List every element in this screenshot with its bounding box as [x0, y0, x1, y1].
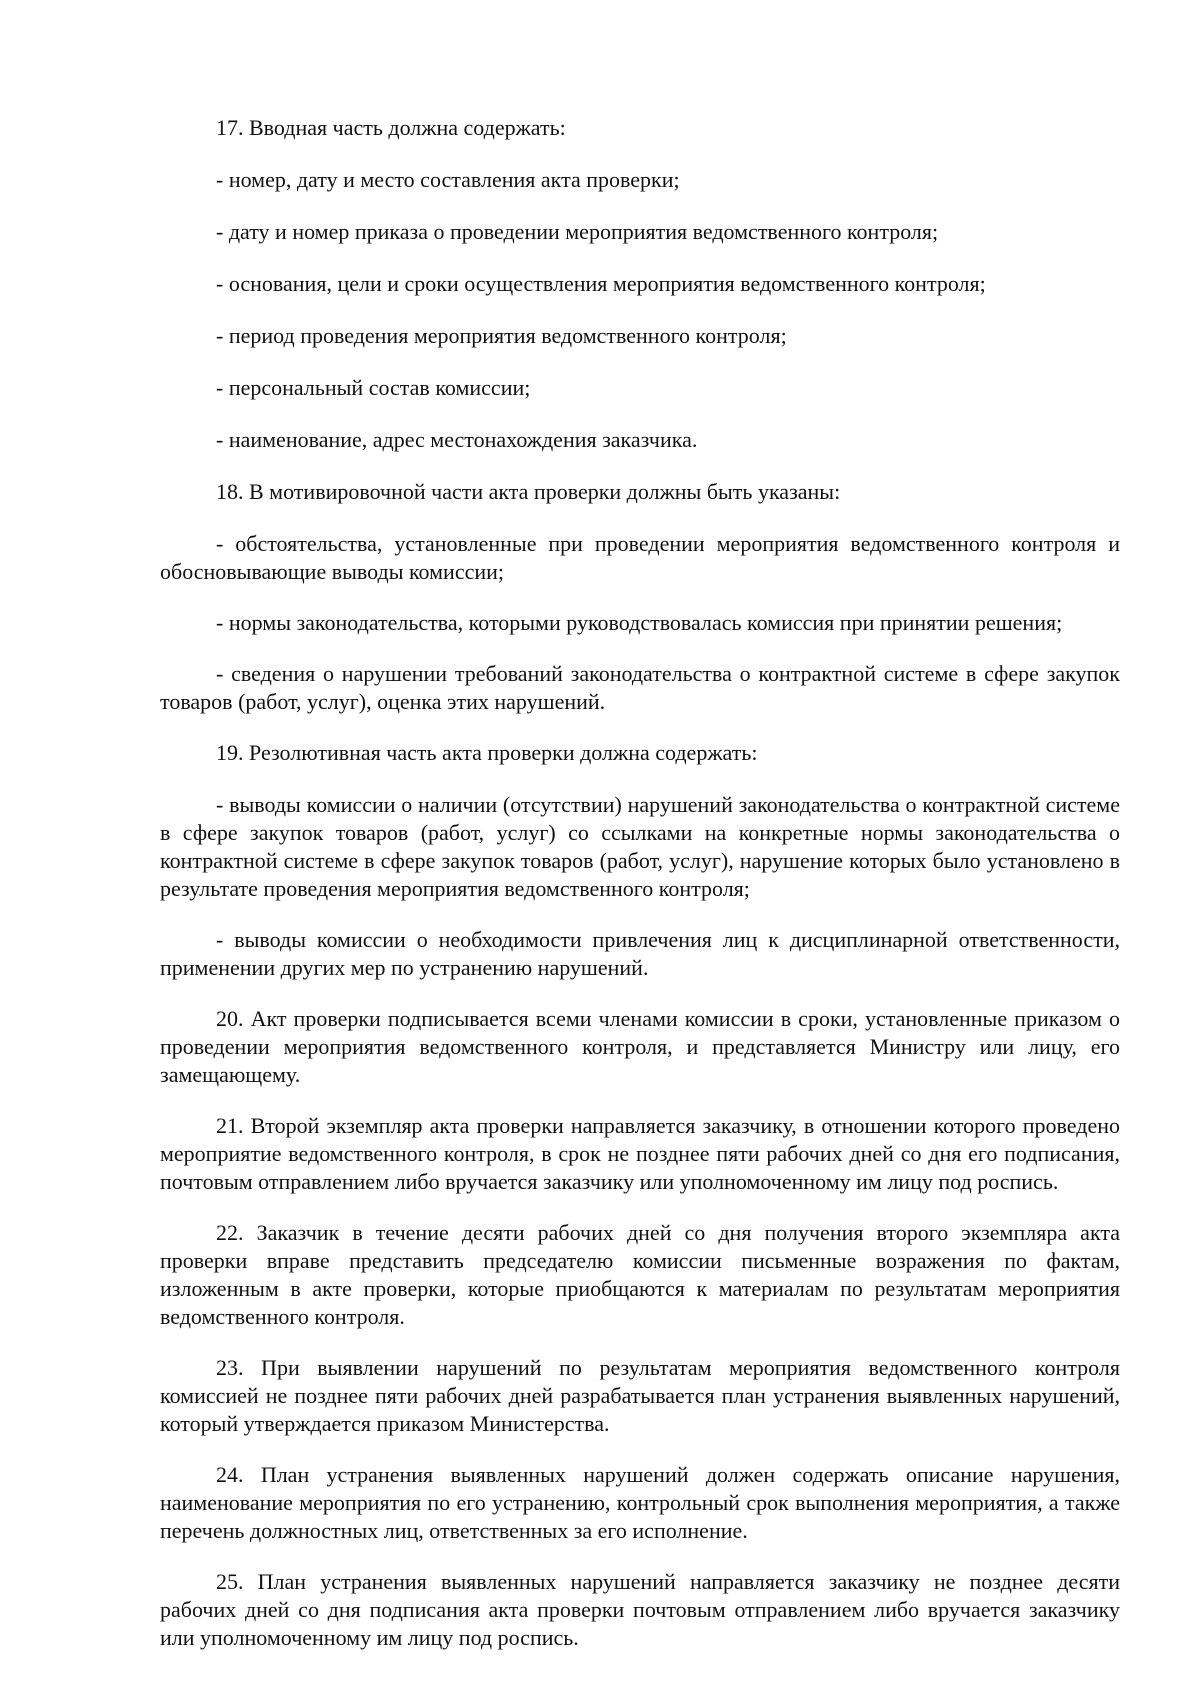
paragraph-17: 17. Вводная часть должна содержать:: [216, 115, 566, 140]
list-item-customer-name-address: - наименование, адрес местонахождения заказчика.: [216, 427, 698, 452]
paragraph-21: 21. Второй экземпляр акта проверки направляется заказчику, в отношении которого проведено мероприятие ведомственного контроля, в срок не позднее пяти рабочих дней со дня его подписания, почтовым отправлением либо вручается заказчику или уполномоченному им лицу под роспись.: [160, 1113, 1120, 1194]
paragraph-23: 23. При выявлении нарушений по результатам мероприятия ведомственного контроля комиссией не позднее пяти рабочих дней разрабатывается план устранения выявленных нарушений, который утверждается приказом Министерства.: [160, 1355, 1120, 1436]
list-item-commission-staff: - персональный состав комиссии;: [216, 375, 531, 400]
list-item-violation-info: - сведения о нарушении требований законодательства о контрактной системе в сфере закупок товаров (работ, услуг), оценка этих нарушений.: [160, 661, 1120, 714]
paragraph-25: 25. План устранения выявленных нарушений направляется заказчику не позднее десяти рабочих дней со дня подписания акта проверки почтовым отправлением либо вручается заказчику или уполномоченному им лицу под роспись.: [160, 1569, 1120, 1650]
list-item-order-date-number: - дату и номер приказа о проведении мероприятия ведомственного контроля;: [216, 219, 939, 244]
list-item-circumstances: - обстоятельства, установленные при проведении мероприятия ведомственного контроля и обосновывающие выводы комиссии;: [160, 531, 1120, 584]
paragraph-24: 24. План устранения выявленных нарушений должен содержать описание нарушения, наименование мероприятия по его устранению, контрольный срок выполнения мероприятия, а также перечень должностных лиц, ответственных за его исполнение.: [160, 1462, 1120, 1543]
list-item-findings-disciplinary: - выводы комиссии о необходимости привлечения лиц к дисциплинарной ответственности, применении других мер по устранению нарушений.: [160, 927, 1120, 980]
list-item-legal-norms: - нормы законодательства, которыми руководствовалась комиссия при принятии решения;: [216, 610, 1063, 635]
paragraph-19: 19. Резолютивная часть акта проверки должна содержать:: [216, 740, 758, 765]
list-item-period: - период проведения мероприятия ведомственного контроля;: [216, 323, 787, 348]
list-item-number-date-place: - номер, дату и место составления акта проверки;: [216, 167, 680, 192]
paragraph-20: 20. Акт проверки подписывается всеми членами комиссии в сроки, установленные приказом о проведении мероприятия ведомственного контроля, и представляется Министру или лицу, его замещающему.: [160, 1006, 1120, 1087]
paragraph-22: 22. Заказчик в течение десяти рабочих дней со дня получения второго экземпляра акта проверки вправе представить председателю комиссии письменные возражения по фактам, изложенным в акте проверки, которые приобщаются к материалам по результатам мероприятия ведомственного контроля.: [160, 1220, 1120, 1329]
paragraph-18: 18. В мотивировочной части акта проверки должны быть указаны:: [216, 479, 841, 504]
list-item-findings-violations: - выводы комиссии о наличии (отсутствии) нарушений законодательства о контрактной системе в сфере закупок товаров (работ, услуг) со ссылками на конкретные нормы законодательства о контрактной системе в сфере закупок товаров (работ, услуг), нарушение которых было установлено в результате проведения мероприятия ведомственного контроля;: [160, 792, 1120, 901]
list-item-grounds-goals-terms: - основания, цели и сроки осуществления мероприятия ведомственного контроля;: [216, 271, 986, 296]
